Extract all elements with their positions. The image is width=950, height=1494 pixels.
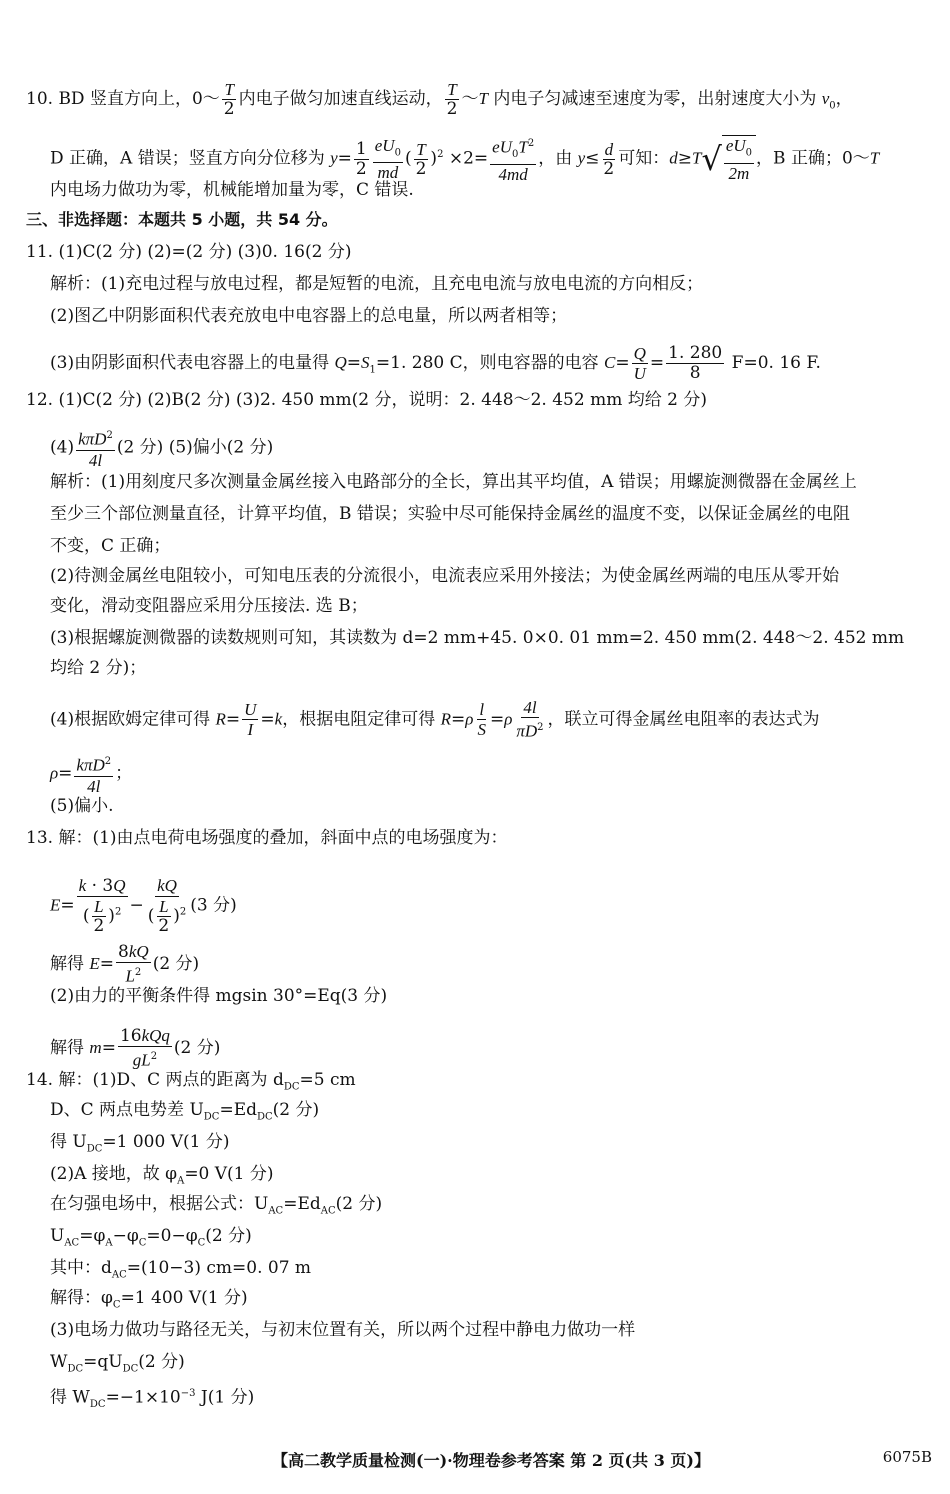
q13-line1: 13. 解：(1)由点电荷电场强度的叠加，斜面中点的电场强度为： (26, 828, 508, 848)
q12-explain-5: 变化，滑动变阻器应采用分压接法. 选 B； (50, 596, 368, 616)
document-code: 6075B (882, 1448, 932, 1466)
q10-line1: 10. BD 竖直方向上，0～ $\frac{T}{2}$ 内电子做匀加速直线运动， $\frac{T}{2}$ ～T 内电子匀减速至速度为零，出射速度大小为 $v_0$， (26, 80, 853, 119)
q12-explain-2: 至少三个部位测量直径，计算平均值，B 错误；实验中尽可能保持金属丝的温度不变，以保证金属丝的电阻 (50, 504, 850, 524)
q11-answer: 11. (1)C(2 分) (2)=(2 分) (3)0. 16(2 分) (26, 242, 352, 262)
q12-explain-9: ρ= kπD$^2$ 4l ； (50, 752, 132, 796)
q14-line3: 得 $U_{DC}=1$ 000 V(1 分) (50, 1132, 230, 1155)
q11-explain-2: (2)图乙中阴影面积代表充放电中电容器上的总电量，所以两者相等； (50, 306, 568, 326)
q14-line6: $U_{AC}=\varphi_A-\varphi_C=0-\varphi_C(2$ 分) (50, 1226, 252, 1249)
q12-explain-7: 均给 2 分)； (50, 658, 147, 678)
q12-answer-4: (4) kπD$^2$ 4l (2 分) (5)偏小(2 分) (50, 426, 273, 470)
q12-explain-3: 不变，C 正确； (50, 536, 171, 556)
q14-line4: (2)A 接地，故 $\varphi_A=0$ V(1 分) (50, 1164, 274, 1187)
page-footer: 【高二教学质量检测(一)·物理卷参考答案 第 2 页(共 3 页)】 (272, 1451, 710, 1470)
q10-line2: D 正确，A 错误；竖直方向分位移为 y= $\frac{1}{2}$ $\frac{eU_0}{md}$ ( $\frac{T}{2}$ )$^2$ ×2= $\frac{eU_0T^2}{4md}$ ，由 y≤ $\frac{d}{2}$ 可知：d≥T √ $eU_0$ 2m ，B 正确；0～T (50, 135, 880, 185)
sqrt-symbol: √ $eU_0$ 2m (701, 135, 756, 182)
q14-line9: (3)电场力做功与路径无关，与初末位置有关，所以两个过程中静电力做功一样 (50, 1320, 636, 1340)
q13-line3: 解得 E= $\frac{8kQ}{L^2}$ (2 分) (50, 942, 200, 986)
q14-line8: 解得：$\varphi_C=1$ 400 V(1 分) (50, 1288, 248, 1311)
section-heading: 三、非选择题：本题共 5 小题，共 54 分。 (26, 210, 338, 229)
q10-line3: 内电场力做功为零，机械能增加量为零，C 错误. (50, 180, 414, 200)
q13-line5: 解得 m= 16kQq $gL^2$ (2 分) (50, 1026, 221, 1070)
q13-line2: E= k · 3Q ( $\frac{L}{2}$ )$^2$ − kQ ( $\frac{L}{2}$ )$^2$ (3 分) (50, 876, 237, 936)
q14-line1: 14. 解：(1)D、C 两点的距离为 $d_{DC}=5$ cm (26, 1070, 356, 1093)
fraction: $\frac{T}{2}$ (223, 80, 235, 119)
q12-explain-6: (3)根据螺旋测微器的读数规则可知，其读数为 d=2 mm+45. 0×0. 01 mm=2. 450 mm(2. 448～2. 452 mm (50, 628, 905, 648)
q11-explain-1: 解析：(1)充电过程与放电过程，都是短暂的电流，且充电电流与放电电流的方向相反； (50, 274, 704, 294)
q12-explain-4: (2)待测金属丝电阻较小，可知电压表的分流很小，电流表应采用外接法；为使金属丝两端的电压从零开始 (50, 566, 840, 586)
q12-explain-8: (4)根据欧姆定律可得 R= $\frac{U}{I}$ =k，根据电阻定律可得 R=ρ $\frac{l}{S}$ =ρ $\frac{4l}{\pi D^2}$ ，联立可得金属丝电阻率的表达式为 (50, 698, 820, 741)
q14-line5: 在匀强电场中，根据公式：$U_{AC}=Ed_{AC}(2$ 分) (50, 1194, 383, 1217)
q14-line2: D、C 两点电势差 $U_{DC}=Ed_{DC}(2$ 分) (50, 1100, 320, 1123)
fraction: $\frac{T}{2}$ (446, 80, 458, 119)
q12-answer: 12. (1)C(2 分) (2)B(2 分) (3)2. 450 mm(2 分，说明：2. 448～2. 452 mm 均给 2 分) (26, 390, 707, 410)
q14-line11: 得 $W_{DC}=-1\times 10^{-3}$ J(1 分) (50, 1387, 255, 1411)
q12-explain-1: 解析：(1)用刻度尺多次测量金属丝接入电路部分的全长，算出其平均值，A 错误；用螺旋测微器在金属丝上 (50, 472, 857, 492)
q11-explain-3: (3)由阴影面积代表电容器上的电量得 $Q=S_1=1$. 280 C，则电容器的电容 C= $\frac{Q}{U}$ = $\frac{1. 280}{8}$ F=0. 16 F. (50, 343, 821, 383)
q14-line10: $W_{DC}=qU_{DC}(2$ 分) (50, 1352, 185, 1375)
q14-line7: 其中：$d_{AC}=(10-3)$ cm=0. 07 m (50, 1258, 312, 1281)
q12-explain-10: (5)偏小. (50, 796, 114, 816)
q13-line4: (2)由力的平衡条件得 mgsin 30°=Eq(3 分) (50, 986, 388, 1006)
